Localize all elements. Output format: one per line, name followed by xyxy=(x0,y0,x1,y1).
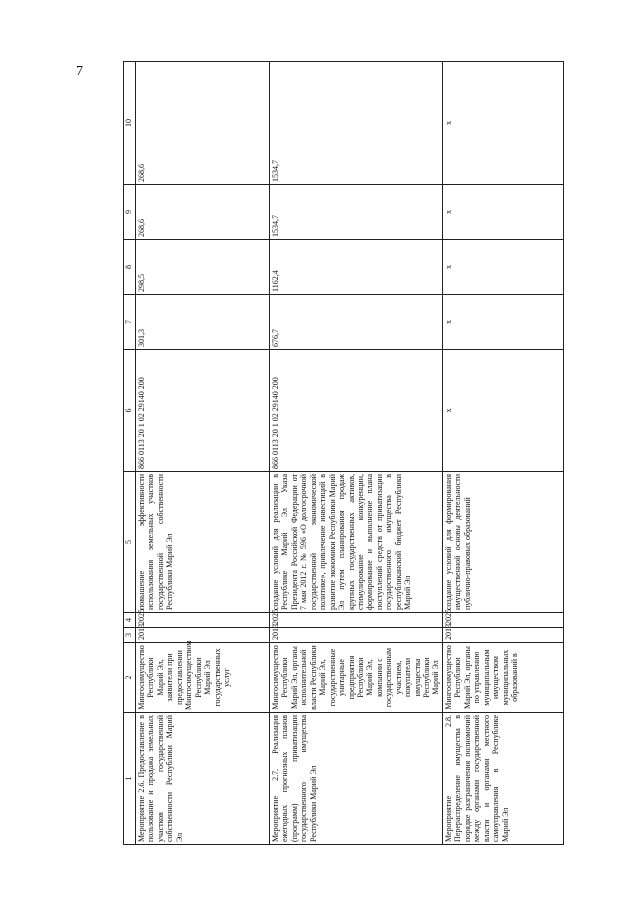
value-cell: х xyxy=(442,295,563,350)
column-number: 1 xyxy=(124,713,136,845)
table-row xyxy=(136,62,270,845)
table-row xyxy=(442,62,563,845)
rotated-table-container xyxy=(123,62,518,845)
value-cell: х xyxy=(442,240,563,295)
budget-code-cell: х xyxy=(442,350,563,472)
measure-name-cell: Мероприятие 2.6. Предоставление в пользование и продажа земельных участков государственной собственности Республики Марий Эл xyxy=(136,713,270,845)
value-cell: 1162,4 xyxy=(270,240,443,295)
value-cell: 268,6 xyxy=(136,185,270,240)
expected-result-cell: создание условий для формирования имущественной основы деятельности публично-правовых образований xyxy=(442,472,563,613)
value-cell: 301,3 xyxy=(136,295,270,350)
executor-cell: Мингосимущество Республики Марий Эл, органы исполнительной власти Республики Марий Эл, государственные унитарные предприятия Республики Марий Эл, компании с государственным участием, покупатели имущества Республики Марий Эл xyxy=(270,643,443,713)
start-year-cell: 2013 xyxy=(442,628,563,643)
value-cell: 268,6 xyxy=(136,62,270,185)
measure-name-cell: Мероприятие 2.8. Перераспределение имущества в порядке разграничения полномочий между органами государственной власти и органами местного самоуправления в Республике Марий Эл xyxy=(442,713,563,845)
executor-cell: Мингосимущество Республики Марий Эл, заявители при предоставлении Мингосимуществом Республики Марий Эл государственных услуг xyxy=(136,643,270,713)
value-cell: 1534,7 xyxy=(270,62,443,185)
start-year-cell: 2013 xyxy=(136,628,270,643)
value-cell: х xyxy=(442,62,563,185)
executor-cell: Мингосимущество Республики Марий Эл, органы по управлению муниципальным имуществом муниципальных образований в xyxy=(442,643,563,713)
value-cell: х xyxy=(442,185,563,240)
program-measures-table xyxy=(123,61,564,845)
measure-name-cell: Мероприятие 2.7. Реализация ежегодных прогнозных планов (программ) приватизации государственного имущества Республики Марий Эл xyxy=(270,713,443,845)
column-number: 4 xyxy=(124,613,136,628)
end-year-cell: 2025 xyxy=(270,613,443,628)
table-row xyxy=(270,62,443,845)
value-cell: 1534,7 xyxy=(270,185,443,240)
column-number: 8 xyxy=(124,240,136,295)
column-number: 6 xyxy=(124,350,136,472)
start-year-cell: 2013 xyxy=(270,628,443,643)
column-number: 5 xyxy=(124,472,136,613)
expected-result-cell: создание условий для реализации в Республике Марий Эл Указа Президента Российской Федерации от 7 мая 2012 г. № 596 «О долгосрочной государственной экономической политике», привлечение инвестиций в развитие экономики Республики Марий Эл путем планирования продаж крупных государственных активов, стимулирование конкуренции, формирование и выполнение плана поступлений средств от приватизации государственного имущества в республиканский бюджет Республики Марий Эл xyxy=(270,472,443,613)
budget-code-cell: 866 0113 20 1 02 29140 200 xyxy=(270,350,443,472)
column-number: 7 xyxy=(124,295,136,350)
end-year-cell: 2025 xyxy=(442,613,563,628)
column-number: 10 xyxy=(124,62,136,185)
end-year-cell: 2025 xyxy=(136,613,270,628)
column-number-row xyxy=(124,62,136,845)
column-number: 9 xyxy=(124,185,136,240)
value-cell: 298,5 xyxy=(136,240,270,295)
column-number: 2 xyxy=(124,643,136,713)
column-number: 3 xyxy=(124,628,136,643)
page-number: 7 xyxy=(76,64,83,79)
value-cell: 676,7 xyxy=(270,295,443,350)
expected-result-cell: повышение эффективности использования земельных участков государственной собственности Республики Марий Эл xyxy=(136,472,270,613)
budget-code-cell: 866 0113 20 1 02 29140 200 xyxy=(136,350,270,472)
